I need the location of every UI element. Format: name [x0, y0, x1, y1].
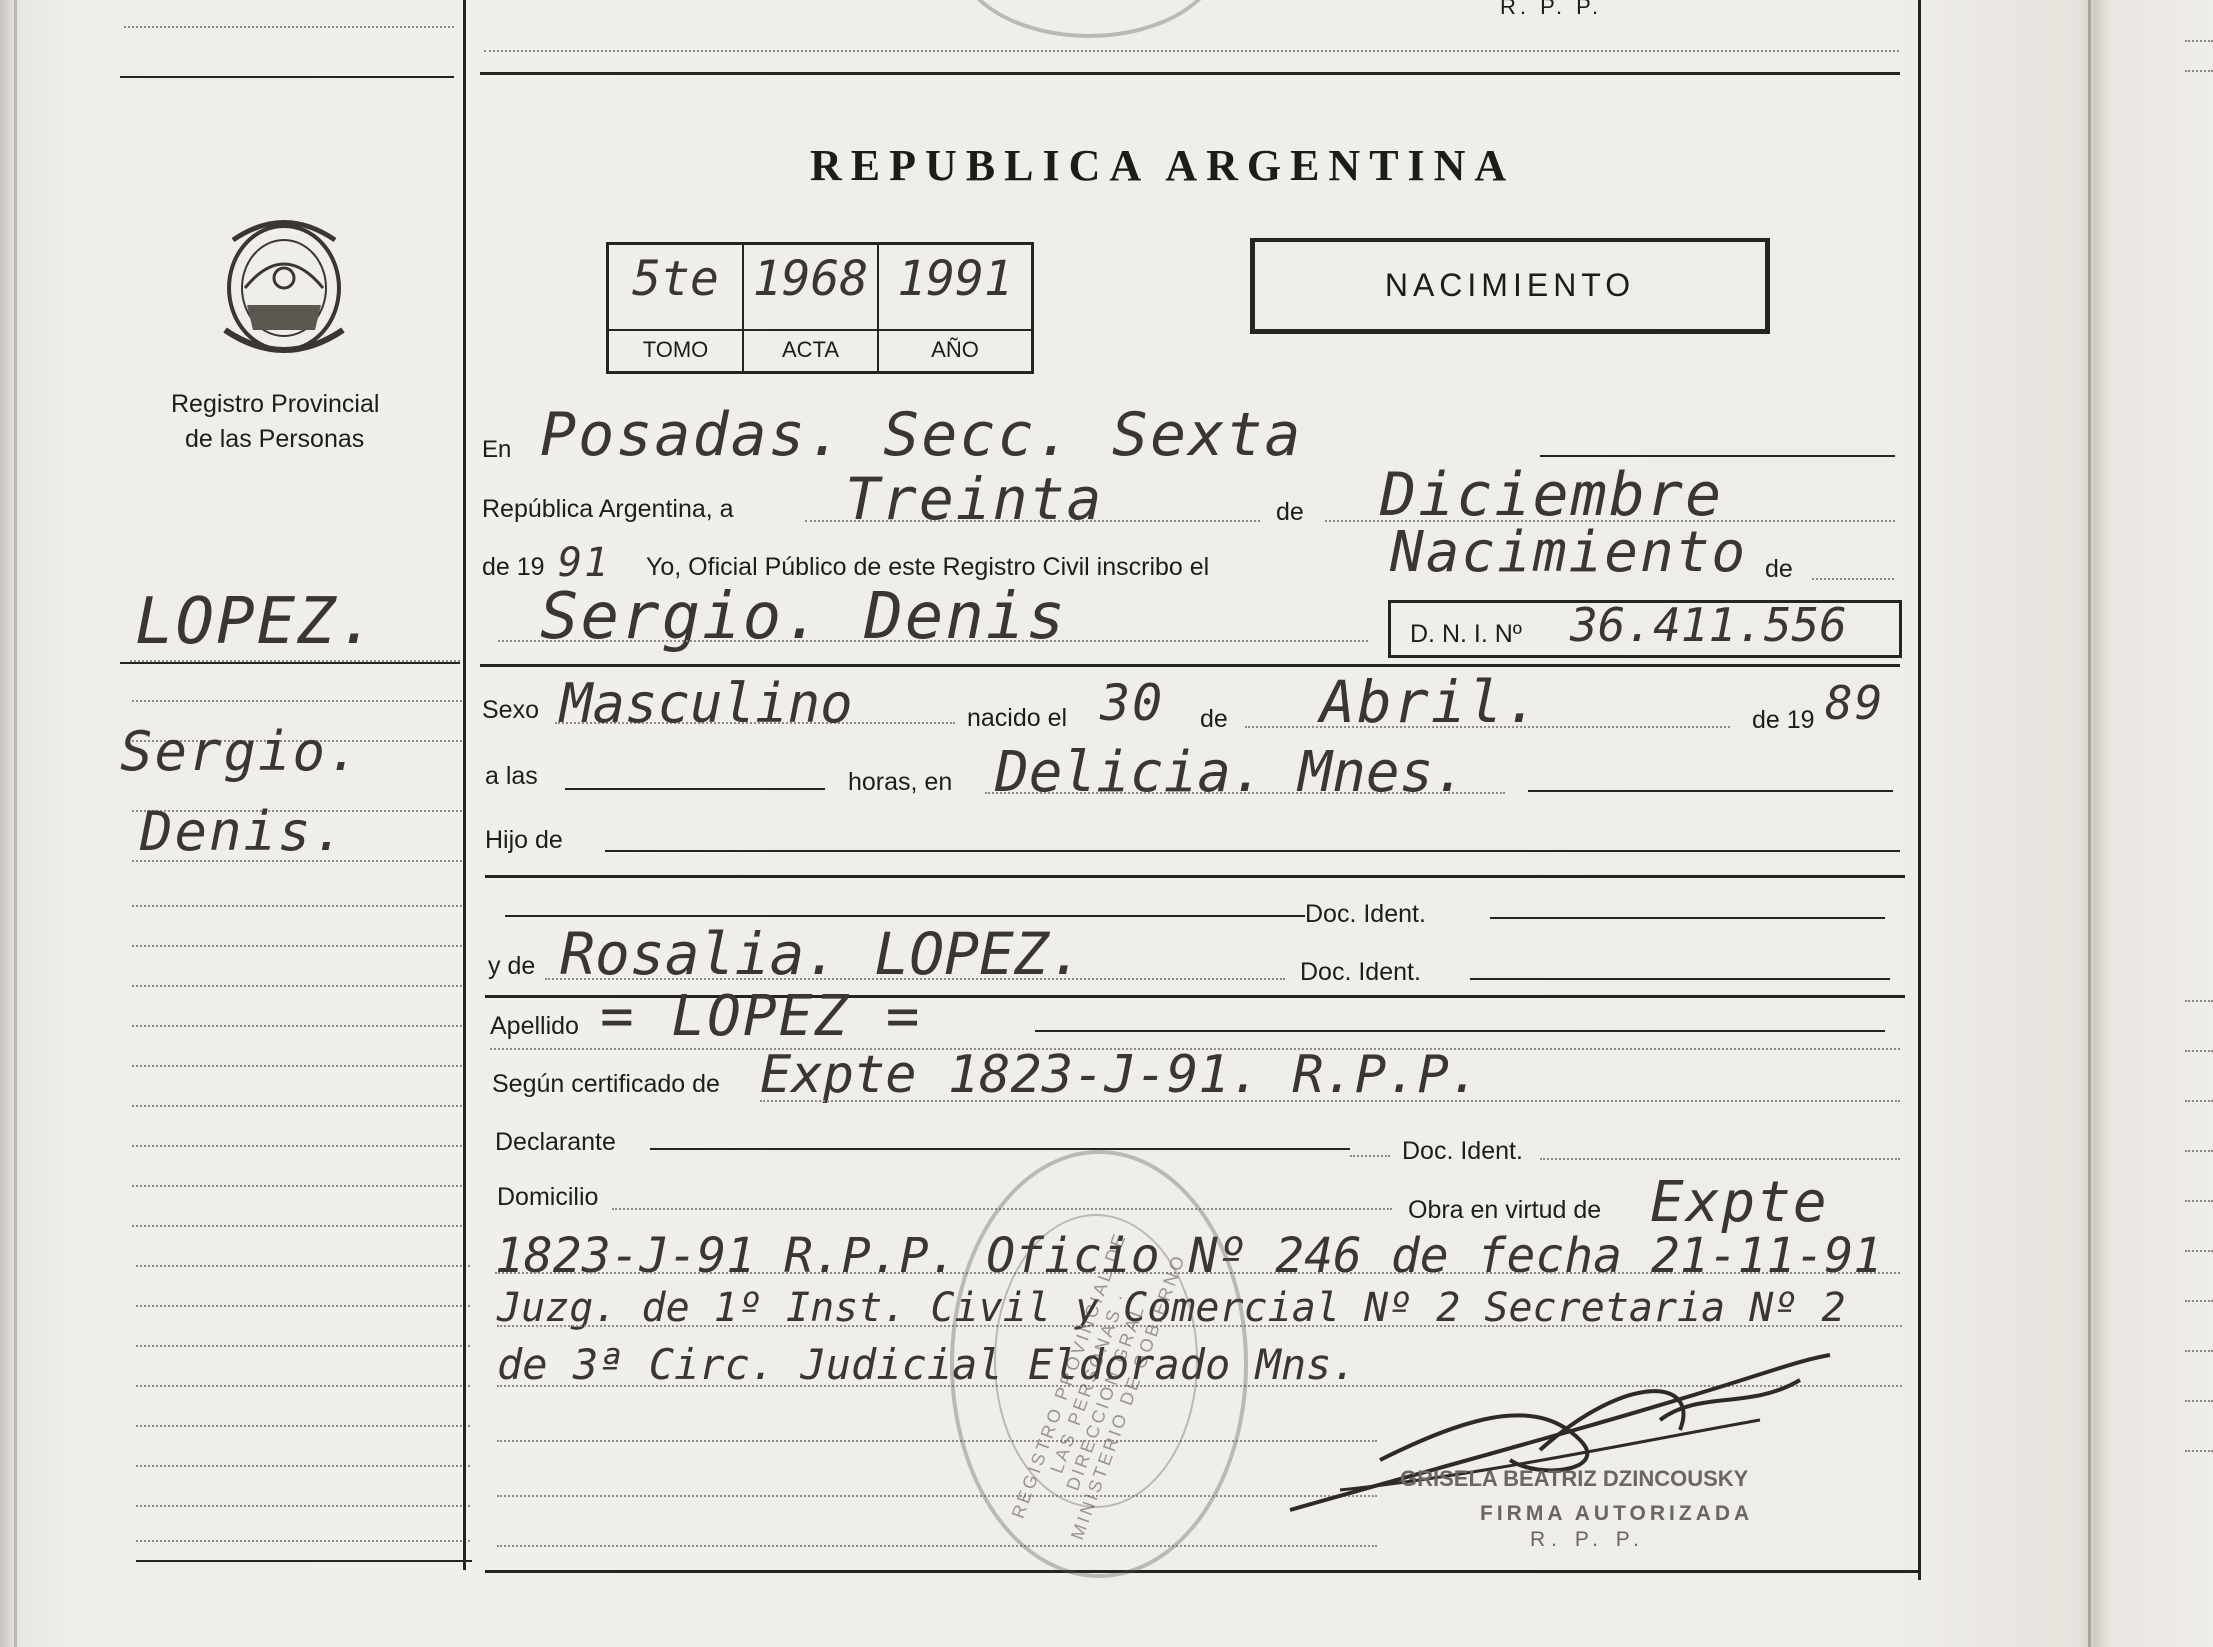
value-day: Treinta: [845, 465, 1104, 533]
label-y-de: y de: [488, 952, 536, 980]
label-nacido: nacido el: [967, 704, 1068, 732]
note-line-3: de 3ª Circ. Judicial Eldorado Mns.: [497, 1340, 1357, 1389]
value-birth-year: 89: [1825, 676, 1885, 730]
record-type-box: NACIMIENTO: [1250, 238, 1770, 334]
label-horas: horas, en: [848, 768, 953, 796]
label-dni: D. N. I. Nº: [1410, 620, 1522, 648]
label-en: En: [482, 436, 512, 463]
label-republica: República Argentina, a: [482, 495, 734, 523]
note-line-2: Juzg. de 1º Inst. Civil y Comercial Nº 2 Secretaria Nº 2: [497, 1285, 1846, 1331]
value-act: Nacimiento: [1390, 520, 1748, 585]
label-yo: Yo, Oficial Público de este Registro Civil inscribo el: [646, 553, 1210, 581]
signatory-name: GRISELA BEATRIZ DZINCOUSKY: [1400, 1466, 1749, 1491]
label-obra: Obra en virtud de: [1408, 1196, 1602, 1224]
form-top-rule: [480, 72, 1900, 75]
label-sexo: Sexo: [482, 696, 539, 724]
value-name: Sergio. Denis: [540, 580, 1067, 654]
value-dni: 36.411.556: [1570, 598, 1847, 652]
note-line-1: 1823-J-91 R.P.P. Oficio Nº 246 de fecha 21-11-91: [495, 1228, 1883, 1284]
label-de-19: de 19: [1752, 706, 1815, 734]
form-right-border: [1918, 0, 1921, 1580]
value-year-suffix: 91: [558, 540, 611, 586]
label-de-1: de: [1276, 498, 1304, 526]
value-month: Diciembre: [1380, 460, 1724, 530]
label-de-year: de 19: [482, 553, 545, 581]
label-a-las: a las: [485, 762, 538, 790]
value-birth-month: Abril.: [1320, 668, 1542, 736]
value-birth-day: 30: [1100, 674, 1165, 732]
label-doc-1: Doc. Ident.: [1305, 900, 1426, 928]
value-sexo: Masculino: [560, 672, 853, 735]
registry-name-2: de las Personas: [185, 425, 365, 453]
margin-given-name-2: Denis.: [140, 800, 348, 863]
label-de-2: de: [1765, 555, 1793, 583]
signatory-role: FIRMA AUTORIZADA: [1480, 1502, 1754, 1525]
label-segun: Según certificado de: [492, 1070, 720, 1098]
stamp-text: REGISTRO PROVINCIAL DE LAS PERSONAS · DIRECCION GRAL · MINISTERIO DE GOBIERNO: [1007, 1229, 1190, 1543]
value-birth-place: Delicia. Mnes.: [995, 740, 1468, 805]
label-doc-3: Doc. Ident.: [1402, 1137, 1523, 1165]
acta-value: 1968: [752, 251, 869, 307]
tomo-label: TOMO: [609, 329, 742, 363]
ano-label: AÑO: [879, 329, 1031, 363]
left-page-edge: [14, 0, 17, 1647]
value-mother: Rosalia. LOPEZ.: [560, 920, 1084, 988]
label-domicilio: Domicilio: [497, 1183, 599, 1211]
margin-given-name-1: Sergio.: [120, 720, 362, 783]
country-title: REPUBLICA ARGENTINA: [810, 141, 1516, 190]
value-segun: Expte 1823-J-91. R.P.P.: [760, 1045, 1481, 1105]
value-obra: Expte: [1650, 1170, 1829, 1235]
label-de-3: de: [1200, 705, 1228, 733]
margin-surname: LOPEZ.: [135, 585, 379, 659]
label-hijo: Hijo de: [485, 826, 563, 854]
acta-label: ACTA: [744, 329, 877, 363]
provincial-seal-icon: [215, 210, 353, 360]
label-apellido: Apellido: [490, 1012, 579, 1040]
registry-stamp: [950, 1150, 1248, 1578]
stub-divider: [463, 0, 466, 1570]
ano-value: 1991: [897, 251, 1013, 307]
top-rpp: R. P. P.: [1500, 0, 1603, 19]
top-stamp-fragment: [955, 0, 1223, 38]
label-declarante: Declarante: [495, 1128, 616, 1156]
registry-name-1: Registro Provincial: [171, 390, 380, 418]
label-doc-2: Doc. Ident.: [1300, 958, 1421, 986]
right-page-fold: [2088, 0, 2091, 1647]
volume-box: [606, 242, 1034, 374]
value-apellido: = LOPEZ =: [600, 984, 922, 1049]
value-place: Posadas. Secc. Sexta: [540, 400, 1303, 470]
tomo-value: 5te: [632, 251, 719, 307]
signature-scribble-icon: [1280, 1350, 1840, 1520]
signatory-org: R. P. P.: [1530, 1528, 1645, 1551]
